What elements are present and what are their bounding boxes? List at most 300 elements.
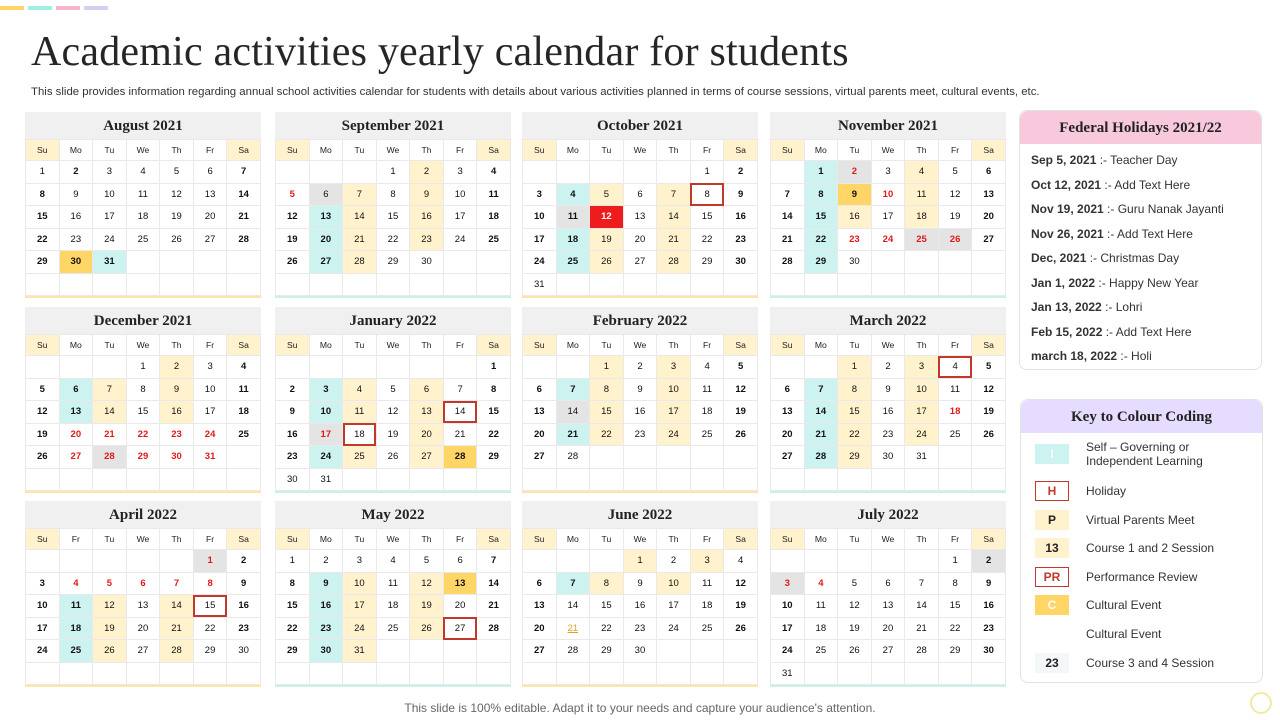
day-cell: 30	[623, 640, 657, 663]
day-cell	[724, 640, 758, 663]
day-cell: 25	[938, 423, 972, 446]
key-item	[1035, 440, 1203, 468]
day-cell	[724, 273, 758, 296]
weekday-header: Fr	[938, 140, 972, 161]
day-cell: 16	[724, 206, 758, 229]
day-cell: 29	[590, 640, 624, 663]
day-cell: 23	[724, 228, 758, 251]
day-cell: 26	[376, 446, 410, 469]
day-cell: 21	[227, 206, 261, 229]
day-cell: 19	[276, 228, 310, 251]
day-cell: 14	[160, 595, 194, 618]
day-cell	[193, 251, 227, 274]
day-cell: 23	[871, 423, 905, 446]
day-cell: 11	[690, 378, 724, 401]
day-cell: 16	[309, 595, 343, 618]
weekday-header: Sa	[724, 335, 758, 356]
day-cell: 27	[523, 640, 557, 663]
day-cell	[410, 662, 444, 685]
day-cell: 19	[724, 595, 758, 618]
day-cell: 5	[26, 378, 60, 401]
day-cell: 15	[690, 206, 724, 229]
week-row	[771, 401, 1006, 424]
day-cell: 8	[938, 572, 972, 595]
day-cell	[623, 468, 657, 491]
week-row	[771, 640, 1006, 663]
day-cell: 9	[838, 183, 872, 206]
calendar-underline	[275, 491, 511, 493]
day-cell: 10	[657, 572, 691, 595]
week-row	[523, 206, 758, 229]
day-cell: 24	[523, 251, 557, 274]
corner-circle-decoration	[1250, 692, 1272, 714]
day-cell: 29	[477, 446, 511, 469]
weekday-header: Su	[276, 335, 310, 356]
day-cell: 26	[160, 228, 194, 251]
holiday-item	[1031, 325, 1192, 339]
key-label: Performance Review	[1086, 570, 1198, 584]
day-cell	[410, 640, 444, 663]
weekday-header: We	[623, 335, 657, 356]
day-cell: 26	[938, 228, 972, 251]
day-cell: 13	[126, 595, 160, 618]
day-cell: 21	[905, 617, 939, 640]
week-row	[26, 356, 261, 379]
day-cell: 30	[227, 640, 261, 663]
day-cell	[972, 251, 1006, 274]
day-cell: 4	[804, 572, 838, 595]
day-cell	[838, 468, 872, 491]
day-cell	[905, 251, 939, 274]
day-cell: 21	[657, 228, 691, 251]
day-cell: 8	[26, 183, 60, 206]
day-cell: 3	[657, 356, 691, 379]
day-cell: 6	[623, 183, 657, 206]
weekday-header: Tu	[343, 140, 377, 161]
weekday-header: Tu	[590, 335, 624, 356]
day-cell: 21	[477, 595, 511, 618]
day-cell: 23	[276, 446, 310, 469]
holiday-label: :- Guru Nanak Jayanti	[1103, 202, 1224, 216]
weekday-header: Su	[26, 335, 60, 356]
day-cell	[724, 662, 758, 685]
day-cell: 22	[276, 617, 310, 640]
weekday-header: Fr	[690, 335, 724, 356]
day-cell	[376, 273, 410, 296]
day-cell: 6	[410, 378, 444, 401]
weekday-header: We	[126, 529, 160, 550]
day-cell: 27	[309, 251, 343, 274]
week-row	[276, 617, 511, 640]
key-swatch: 13	[1035, 538, 1069, 558]
calendar-underline	[25, 491, 261, 493]
day-cell: 1	[376, 161, 410, 184]
day-cell	[657, 640, 691, 663]
day-cell: 1	[276, 550, 310, 573]
day-cell: 5	[160, 161, 194, 184]
day-cell: 23	[623, 423, 657, 446]
day-cell	[276, 273, 310, 296]
day-cell: 20	[193, 206, 227, 229]
weekday-header: Fr	[443, 529, 477, 550]
day-cell: 3	[690, 550, 724, 573]
day-cell	[623, 662, 657, 685]
day-cell	[309, 161, 343, 184]
day-cell: 4	[938, 356, 972, 379]
day-cell: 11	[804, 595, 838, 618]
weekday-header: Fr	[690, 529, 724, 550]
day-cell: 7	[657, 183, 691, 206]
day-cell	[376, 662, 410, 685]
weekday-header: Tu	[93, 140, 127, 161]
day-cell	[623, 446, 657, 469]
day-cell: 14	[657, 206, 691, 229]
holiday-label: :- Happy New Year	[1095, 275, 1199, 290]
day-cell: 12	[93, 595, 127, 618]
day-cell: 31	[193, 446, 227, 469]
weekday-header: Fr	[938, 335, 972, 356]
day-cell	[523, 356, 557, 379]
day-cell: 4	[905, 161, 939, 184]
calendar-underline	[770, 296, 1006, 298]
day-cell: 8	[838, 378, 872, 401]
day-cell: 23	[227, 617, 261, 640]
weekday-header: Su	[276, 529, 310, 550]
day-cell: 25	[126, 228, 160, 251]
holiday-label: :- Add Text Here	[1103, 226, 1193, 241]
day-cell: 11	[227, 378, 261, 401]
day-cell: 18	[556, 228, 590, 251]
day-cell: 27	[771, 446, 805, 469]
day-cell: 25	[556, 251, 590, 274]
month-calendar	[770, 501, 1006, 687]
day-cell	[343, 356, 377, 379]
week-row	[26, 446, 261, 469]
day-cell	[771, 468, 805, 491]
weekday-header: Sa	[724, 529, 758, 550]
day-cell	[126, 251, 160, 274]
day-cell: 10	[771, 595, 805, 618]
day-cell: 11	[690, 572, 724, 595]
day-cell: 9	[160, 378, 194, 401]
weekday-header: Tu	[590, 529, 624, 550]
day-cell: 19	[26, 423, 60, 446]
calendar-underline	[522, 296, 758, 298]
day-cell: 3	[309, 378, 343, 401]
weekday-header: Fr	[193, 335, 227, 356]
day-cell: 6	[443, 550, 477, 573]
weekday-header: We	[376, 529, 410, 550]
weekday-header: We	[126, 140, 160, 161]
day-cell	[410, 468, 444, 491]
day-cell: 16	[276, 423, 310, 446]
day-cell: 5	[410, 550, 444, 573]
day-cell	[343, 468, 377, 491]
day-cell: 3	[26, 572, 60, 595]
accent-bar-yellow	[0, 6, 24, 10]
month-calendar	[275, 501, 511, 687]
day-cell: 15	[590, 401, 624, 424]
calendar-underline	[25, 296, 261, 298]
day-cell: 10	[93, 183, 127, 206]
weekday-header: Mo	[556, 335, 590, 356]
day-cell	[126, 662, 160, 685]
day-cell: 31	[771, 662, 805, 685]
week-row	[771, 273, 1006, 296]
week-row	[523, 640, 758, 663]
day-cell	[126, 468, 160, 491]
holiday-date: Feb 15, 2022	[1031, 324, 1103, 339]
day-cell: 21	[771, 228, 805, 251]
accent-bar-pink	[56, 6, 80, 10]
day-cell	[771, 273, 805, 296]
day-cell: 7	[556, 378, 590, 401]
day-cell: 30	[309, 640, 343, 663]
day-cell: 24	[771, 640, 805, 663]
day-cell	[905, 662, 939, 685]
day-cell: 20	[871, 617, 905, 640]
day-cell	[227, 251, 261, 274]
day-cell: 8	[804, 183, 838, 206]
day-cell: 30	[724, 251, 758, 274]
day-cell: 18	[690, 595, 724, 618]
week-row	[26, 401, 261, 424]
weekday-header: Fr	[938, 529, 972, 550]
day-cell: 29	[193, 640, 227, 663]
day-cell	[160, 550, 194, 573]
day-cell: 10	[309, 401, 343, 424]
weekday-header: Th	[657, 335, 691, 356]
day-cell: 4	[724, 550, 758, 573]
day-cell: 22	[26, 228, 60, 251]
weekday-header: Mo	[309, 140, 343, 161]
day-cell: 10	[657, 378, 691, 401]
day-cell: 9	[227, 572, 261, 595]
weekday-header: Sa	[724, 140, 758, 161]
day-cell: 4	[690, 356, 724, 379]
day-cell	[590, 273, 624, 296]
day-cell: 2	[838, 161, 872, 184]
day-cell: 3	[905, 356, 939, 379]
page-subtitle: This slide provides information regarding annual school activities calendar for students with details about various activities planned in terms of course sessions, virtual parents meet, cultural events, etc.	[31, 86, 1040, 98]
month-calendar	[522, 112, 758, 298]
day-cell: 15	[938, 595, 972, 618]
weekday-header: Fr	[193, 529, 227, 550]
day-cell: 14	[343, 206, 377, 229]
day-cell: 2	[657, 550, 691, 573]
day-cell: 9	[276, 401, 310, 424]
week-row	[276, 378, 511, 401]
week-row	[26, 595, 261, 618]
day-cell: 10	[523, 206, 557, 229]
month-calendar	[770, 307, 1006, 493]
weekday-header: We	[871, 140, 905, 161]
day-cell: 8	[690, 183, 724, 206]
colour-key-title: Key to Colour Coding	[1021, 400, 1262, 433]
day-cell: 14	[905, 595, 939, 618]
day-cell: 28	[477, 617, 511, 640]
day-cell	[410, 356, 444, 379]
key-swatch: C	[1035, 595, 1069, 615]
day-cell: 24	[193, 423, 227, 446]
day-cell: 24	[309, 446, 343, 469]
day-cell: 19	[938, 206, 972, 229]
day-cell: 26	[724, 617, 758, 640]
day-cell: 1	[838, 356, 872, 379]
weekday-header: Mo	[309, 335, 343, 356]
day-cell: 12	[590, 206, 624, 229]
day-cell: 21	[556, 423, 590, 446]
day-cell	[477, 640, 511, 663]
week-row	[276, 572, 511, 595]
day-cell: 15	[376, 206, 410, 229]
day-cell: 6	[59, 378, 93, 401]
day-cell: 6	[771, 378, 805, 401]
week-row	[276, 595, 511, 618]
day-cell: 15	[276, 595, 310, 618]
day-cell	[93, 662, 127, 685]
day-cell: 22	[477, 423, 511, 446]
month-calendar	[522, 501, 758, 687]
holiday-date: Oct 12, 2021	[1031, 177, 1102, 192]
key-label: Virtual Parents Meet	[1086, 513, 1195, 527]
day-cell	[477, 251, 511, 274]
weekday-header: Su	[26, 529, 60, 550]
weekday-header: Th	[657, 140, 691, 161]
day-cell: 28	[804, 446, 838, 469]
top-accent-bars	[0, 6, 108, 10]
day-cell: 13	[193, 183, 227, 206]
day-cell: 22	[838, 423, 872, 446]
week-row	[771, 378, 1006, 401]
day-cell	[343, 662, 377, 685]
day-cell: 27	[193, 228, 227, 251]
federal-holidays-title: Federal Holidays 2021/22	[1020, 111, 1261, 144]
day-cell: 23	[838, 228, 872, 251]
day-cell: 13	[972, 183, 1006, 206]
day-cell: 4	[126, 161, 160, 184]
day-cell: 4	[59, 572, 93, 595]
weekday-header: Su	[276, 140, 310, 161]
day-cell: 2	[724, 161, 758, 184]
day-cell: 17	[93, 206, 127, 229]
day-cell: 20	[623, 228, 657, 251]
day-cell: 20	[523, 423, 557, 446]
day-cell: 30	[871, 446, 905, 469]
day-cell	[523, 161, 557, 184]
day-cell: 6	[972, 161, 1006, 184]
month-calendar	[770, 112, 1006, 298]
day-cell: 30	[160, 446, 194, 469]
day-cell: 29	[938, 640, 972, 663]
month-title: August 2021	[25, 112, 261, 139]
week-row	[26, 662, 261, 685]
day-cell: 6	[523, 572, 557, 595]
day-cell: 19	[160, 206, 194, 229]
calendar-underline	[275, 685, 511, 687]
week-row	[26, 468, 261, 491]
day-cell	[871, 251, 905, 274]
key-item	[1035, 567, 1198, 587]
day-cell: 25	[905, 228, 939, 251]
day-cell	[193, 468, 227, 491]
day-cell: 18	[804, 617, 838, 640]
day-cell	[771, 161, 805, 184]
day-cell: 2	[871, 356, 905, 379]
week-row	[523, 378, 758, 401]
week-row	[26, 572, 261, 595]
day-cell: 9	[623, 378, 657, 401]
day-cell: 28	[771, 251, 805, 274]
week-row	[276, 446, 511, 469]
day-cell: 10	[871, 183, 905, 206]
day-cell	[804, 468, 838, 491]
day-cell: 22	[590, 617, 624, 640]
day-cell: 1	[623, 550, 657, 573]
day-cell	[26, 356, 60, 379]
day-cell	[771, 550, 805, 573]
day-cell	[443, 640, 477, 663]
weekday-header: Fr	[443, 140, 477, 161]
day-cell	[657, 662, 691, 685]
day-cell	[838, 273, 872, 296]
day-cell: 9	[59, 183, 93, 206]
day-cell	[523, 468, 557, 491]
day-cell: 5	[972, 356, 1006, 379]
day-cell	[443, 251, 477, 274]
day-cell: 23	[160, 423, 194, 446]
week-row	[26, 550, 261, 573]
day-cell	[556, 468, 590, 491]
day-cell: 16	[160, 401, 194, 424]
week-row	[276, 423, 511, 446]
weekday-header: Sa	[972, 529, 1006, 550]
day-cell: 16	[972, 595, 1006, 618]
day-cell: 20	[309, 228, 343, 251]
day-cell: 15	[126, 401, 160, 424]
day-cell	[556, 662, 590, 685]
day-cell: 3	[523, 183, 557, 206]
day-cell: 26	[590, 251, 624, 274]
day-cell: 15	[590, 595, 624, 618]
week-row	[771, 161, 1006, 184]
day-cell	[93, 550, 127, 573]
day-cell: 14	[556, 595, 590, 618]
day-cell: 19	[410, 595, 444, 618]
day-cell	[26, 662, 60, 685]
day-cell	[443, 468, 477, 491]
month-title: February 2022	[522, 307, 758, 334]
day-cell: 28	[556, 640, 590, 663]
day-cell	[690, 468, 724, 491]
day-cell	[26, 468, 60, 491]
day-cell: 16	[838, 206, 872, 229]
day-cell: 9	[309, 572, 343, 595]
day-cell	[905, 468, 939, 491]
week-row	[771, 550, 1006, 573]
day-cell: 1	[690, 161, 724, 184]
day-cell	[160, 468, 194, 491]
weekday-header: Tu	[343, 335, 377, 356]
day-cell: 29	[376, 251, 410, 274]
week-row	[771, 356, 1006, 379]
day-cell: 2	[972, 550, 1006, 573]
day-cell: 17	[443, 206, 477, 229]
weekday-header: Th	[905, 529, 939, 550]
holiday-item	[1031, 300, 1142, 314]
day-cell	[227, 662, 261, 685]
week-row	[26, 206, 261, 229]
